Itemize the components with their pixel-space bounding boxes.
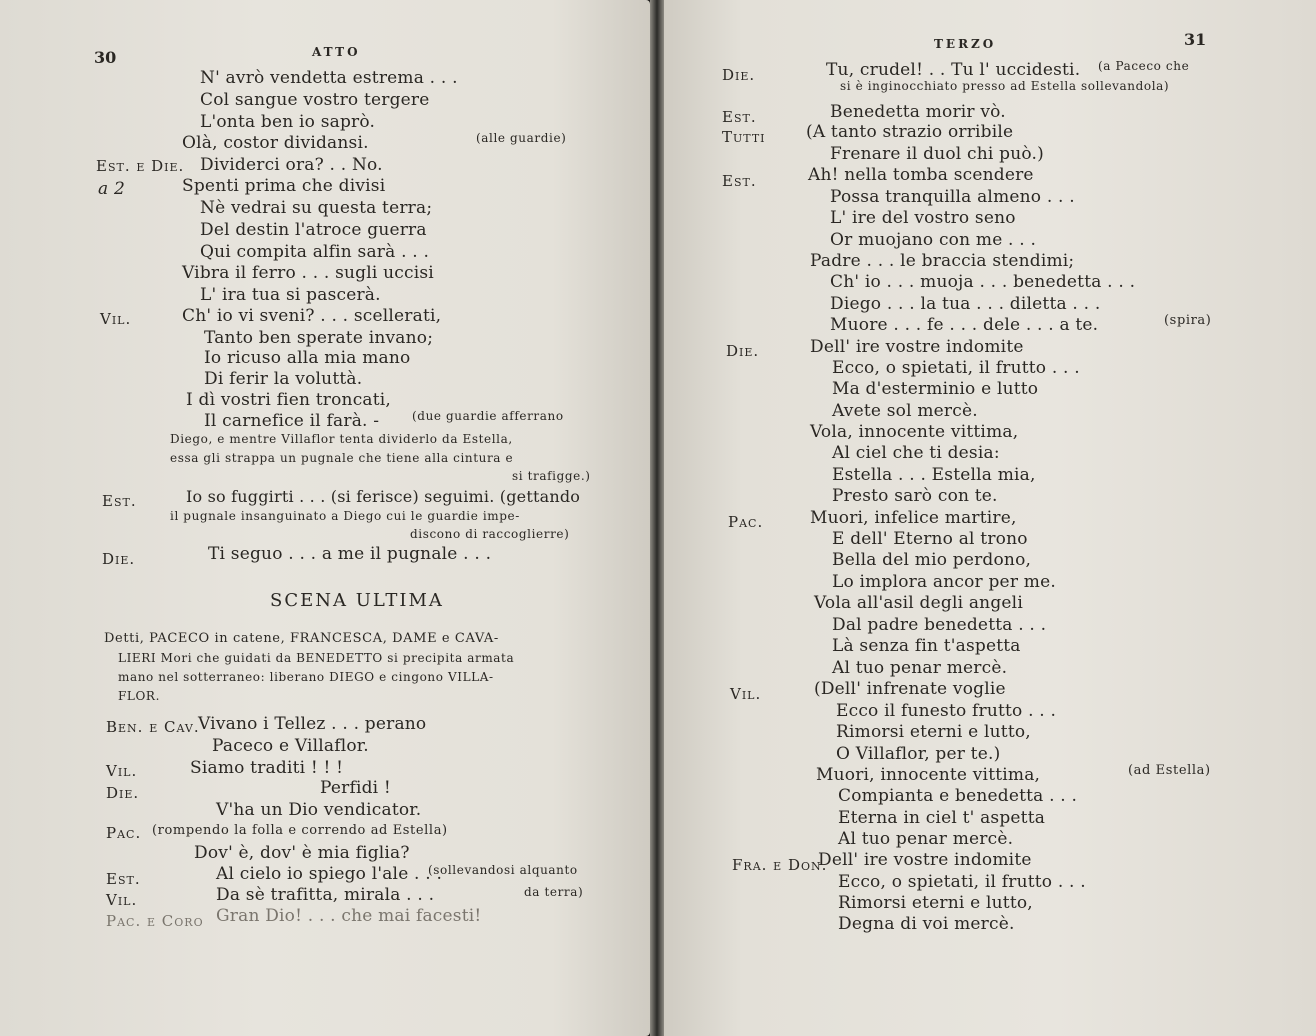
verse-line: Diego . . . la tua . . . diletta . . . xyxy=(830,294,1101,314)
verse-line: Or muojano con me . . . xyxy=(830,230,1037,250)
verse-line: Gran Dio! . . . che mai facesti! xyxy=(216,906,482,926)
verse-line: Muori, infelice martire, xyxy=(810,508,1017,528)
speaker-label: a 2 xyxy=(98,179,125,199)
speaker-label: Die. xyxy=(722,66,756,84)
speaker-label: Pac. e Coro xyxy=(106,912,204,930)
book-gutter xyxy=(650,0,664,1036)
verse-line: Ah! nella tomba scendere xyxy=(808,165,1034,185)
page-number: 30 xyxy=(94,48,117,67)
stage-direction: (ad Estella) xyxy=(1128,763,1211,778)
verse-line: Estella . . . Estella mia, xyxy=(832,465,1036,485)
verse-line: Ma d'esterminio e lutto xyxy=(832,379,1039,399)
verse-line: Muori, innocente vittima, xyxy=(816,765,1041,785)
scene-direction: FLOR. xyxy=(118,689,160,703)
stage-direction: discono di raccoglierre) xyxy=(410,527,570,541)
verse-line: Ti seguo . . . a me il pugnale . . . xyxy=(208,544,492,564)
verse-line: Benedetta morir vò. xyxy=(830,102,1006,122)
verse-line: Vola all'asil degli angeli xyxy=(814,593,1023,613)
verse-line: L' ire del vostro seno xyxy=(830,208,1016,228)
verse-line: Dell' ire vostre indomite xyxy=(810,337,1024,357)
verse-line: L' ira tua si pascerà. xyxy=(200,285,381,305)
speaker-label: Est. e Die. xyxy=(96,157,185,175)
verse-line: Da sè trafitta, mirala . . . xyxy=(216,885,435,905)
verse-line: (Dell' infrenate voglie xyxy=(814,679,1006,699)
verse-line: Col sangue vostro tergere xyxy=(200,90,430,110)
verse-line: L'onta ben io saprò. xyxy=(200,112,376,132)
speaker-label: Vil. xyxy=(106,891,138,909)
verse-line: (A tanto strazio orribile xyxy=(806,122,1014,142)
stage-direction: (a Paceco che xyxy=(1098,59,1190,73)
speaker-label: Die. xyxy=(102,550,136,568)
left-page xyxy=(0,0,650,1036)
right-page xyxy=(664,0,1316,1036)
verse-line: Possa tranquilla almeno . . . xyxy=(830,187,1075,207)
verse-line: Lo implora ancor per me. xyxy=(832,572,1056,592)
speaker-label: Fra. e Don. xyxy=(732,856,828,874)
stage-direction: (sollevandosi alquanto xyxy=(428,863,578,877)
verse-line: Vola, innocente vittima, xyxy=(810,422,1019,442)
verse-line: Spenti prima che divisi xyxy=(182,176,386,196)
verse-line: Rimorsi eterni e lutto, xyxy=(836,722,1031,742)
verse-line: Dell' ire vostre indomite xyxy=(818,850,1032,870)
verse-line: I dì vostri fien troncati, xyxy=(186,390,392,410)
running-head: ATTO xyxy=(312,45,361,59)
stage-direction: (alle guardie) xyxy=(476,131,567,145)
scene-title: SCENA ULTIMA xyxy=(270,590,444,611)
verse-line: Di ferir la voluttà. xyxy=(204,369,363,389)
stage-direction: (rompendo la folla e correndo ad Estella) xyxy=(152,823,448,838)
verse-line: Paceco e Villaflor. xyxy=(212,736,369,756)
speaker-label: Pac. xyxy=(106,824,142,842)
verse-line: Avete sol mercè. xyxy=(832,401,978,421)
speaker-label: Pac. xyxy=(728,513,764,531)
stage-direction: essa gli strappa un pugnale che tiene alla cintura e xyxy=(170,451,514,465)
verse-line: Degna di voi mercè. xyxy=(838,914,1015,934)
verse-line: Siamo traditi ! ! ! xyxy=(190,758,344,778)
verse-line: Compianta e benedetta . . . xyxy=(838,786,1078,806)
verse-line: Qui compita alfin sarà . . . xyxy=(200,242,430,262)
verse-line: Muore . . . fe . . . dele . . . a te. xyxy=(830,315,1099,335)
verse-line: Ch' io . . . muoja . . . benedetta . . . xyxy=(830,272,1136,292)
verse-line: Perfidi ! xyxy=(320,778,391,798)
verse-line: Tanto ben sperate invano; xyxy=(204,328,434,348)
verse-line: Al tuo penar mercè. xyxy=(838,829,1014,849)
stage-direction: Diego, e mentre Villaflor tenta dividerlo da Estella, xyxy=(170,432,513,446)
verse-line: Tu, crudel! . . Tu l' uccidesti. xyxy=(826,60,1081,80)
verse-line: Ecco, o spietati, il frutto . . . xyxy=(832,358,1080,378)
verse-line: Olà, costor dividansi. xyxy=(182,133,369,153)
stage-direction: il pugnale insanguinato a Diego cui le guardie impe- xyxy=(170,509,520,523)
page-number: 31 xyxy=(1184,30,1207,49)
scene-direction: mano nel sotterraneo: liberano DIEGO e cingono VILLA- xyxy=(118,670,494,684)
verse-line: Il carnefice il farà. - xyxy=(204,411,380,431)
stage-direction: (due guardie afferrano xyxy=(412,409,564,423)
verse-line: Vibra il ferro . . . sugli uccisi xyxy=(182,263,434,283)
verse-line: Nè vedrai su questa terra; xyxy=(200,198,433,218)
verse-line: Rimorsi eterni e lutto, xyxy=(838,893,1033,913)
verse-line: Al cielo io spiego l'ale . . . xyxy=(216,864,443,884)
speaker-label: Est. xyxy=(722,172,757,190)
verse-line: Bella del mio perdono, xyxy=(832,550,1032,570)
verse-line: Dal padre benedetta . . . xyxy=(832,615,1047,635)
speaker-label: Est. xyxy=(722,108,757,126)
verse-line: Là senza fin t'aspetta xyxy=(832,636,1021,656)
speaker-label: Vil. xyxy=(106,762,138,780)
verse-line: Dov' è, dov' è mia figlia? xyxy=(194,843,410,863)
verse-line: Ecco, o spietati, il frutto . . . xyxy=(838,872,1086,892)
verse-line: Al tuo penar mercè. xyxy=(832,658,1008,678)
verse-line: Ecco il funesto frutto . . . xyxy=(836,701,1057,721)
verse-line: Vivano i Tellez . . . perano xyxy=(198,714,427,734)
verse-line: V'ha un Dio vendicator. xyxy=(216,800,422,820)
verse-line: Padre . . . le braccia stendimi; xyxy=(810,251,1075,271)
speaker-label: Vil. xyxy=(730,685,762,703)
verse-line: Eterna in ciel t' aspetta xyxy=(838,808,1046,828)
verse-line: Del destin l'atroce guerra xyxy=(200,220,427,240)
verse-line: Presto sarò con te. xyxy=(832,486,998,506)
verse-line: O Villaflor, per te.) xyxy=(836,744,1001,764)
verse-line: Dividerci ora? . . No. xyxy=(200,155,383,175)
verse-line: E dell' Eterno al trono xyxy=(832,529,1028,549)
stage-direction: (spira) xyxy=(1164,313,1212,328)
verse-line: N' avrò vendetta estrema . . . xyxy=(200,68,458,88)
speaker-label: Die. xyxy=(106,784,140,802)
speaker-label: Ben. e Cav. xyxy=(106,718,200,736)
verse-line: Io ricuso alla mia mano xyxy=(204,348,411,368)
speaker-label: Est. xyxy=(102,492,137,510)
stage-direction: si trafigge.) xyxy=(512,469,591,483)
verse-line: Io so fuggirti . . . (si ferisce) seguimi. (gettando xyxy=(186,487,581,506)
verse-line: Al ciel che ti desia: xyxy=(832,443,1000,463)
speaker-label: Tutti xyxy=(722,128,766,146)
scene-direction: LIERI Mori che guidati da BENEDETTO si precipita armata xyxy=(118,651,515,665)
verse-line: Ch' io vi sveni? . . . scellerati, xyxy=(182,306,442,326)
speaker-label: Vil. xyxy=(100,310,132,328)
running-head: TERZO xyxy=(934,37,997,51)
stage-direction: da terra) xyxy=(524,885,584,899)
stage-direction: si è inginocchiato presso ad Estella sollevandola) xyxy=(840,79,1170,93)
speaker-label: Est. xyxy=(106,870,141,888)
verse-line: Frenare il duol chi può.) xyxy=(830,144,1044,164)
scene-direction: Detti, PACECO in catene, FRANCESCA, DAME e CAVA- xyxy=(104,631,499,646)
speaker-label: Die. xyxy=(726,342,760,360)
